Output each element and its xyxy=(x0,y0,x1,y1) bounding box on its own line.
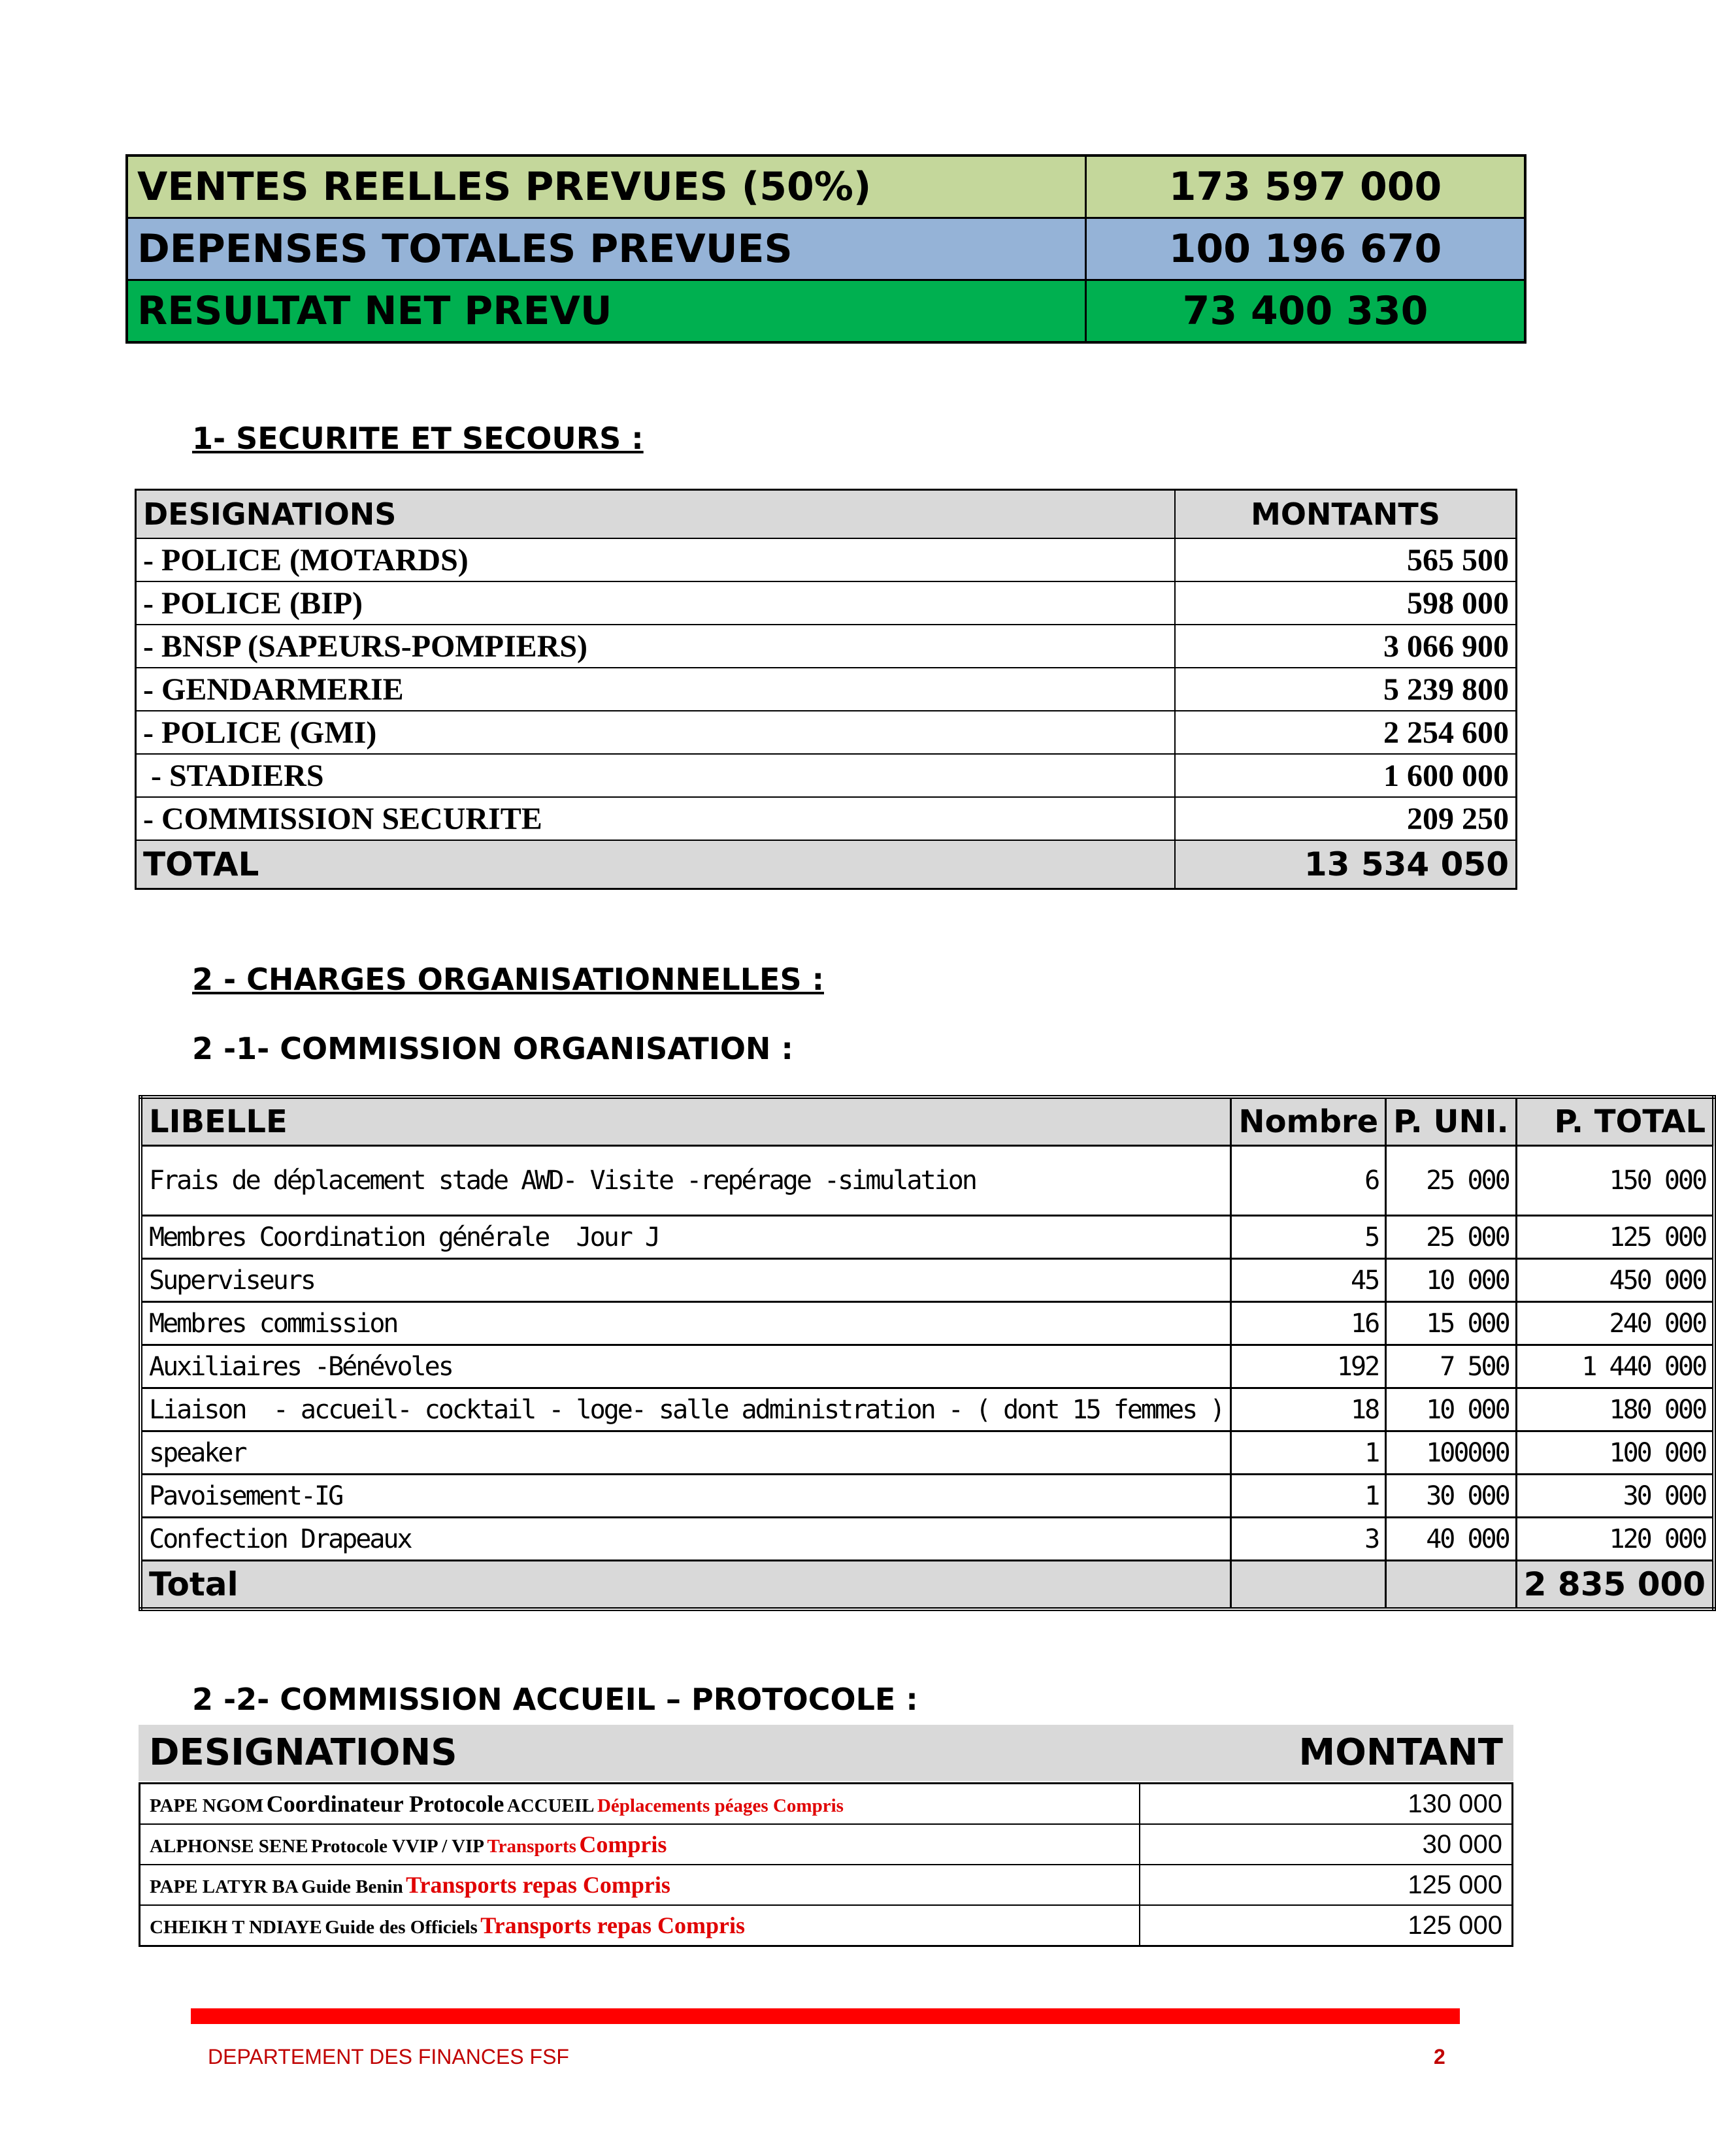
summary-row-resultat xyxy=(127,280,1525,343)
row-libelle: Superviseurs xyxy=(140,1259,1231,1302)
person-name: CHEIKH T NDIAYE xyxy=(150,1917,322,1938)
person-name: ALPHONSE SENE xyxy=(150,1836,308,1857)
section2-1-heading: 2 -1- COMMISSION ORGANISATION : xyxy=(192,1031,793,1066)
accueil-table-header xyxy=(139,1725,1513,1781)
total-row xyxy=(136,840,1517,889)
row-nombre: 45 xyxy=(1231,1259,1386,1302)
row-puni: 15 000 xyxy=(1386,1302,1517,1345)
row-amount: 598 000 xyxy=(1175,581,1517,625)
section2-heading: 2 - CHARGES ORGANISATIONNELLES : xyxy=(192,962,824,997)
summary-label: RESULTAT NET PREVU xyxy=(127,280,1086,343)
column-header-ptotal: P. TOTAL xyxy=(1516,1097,1714,1146)
row-ptotal: 125 000 xyxy=(1516,1216,1714,1259)
summary-value: 100 196 670 xyxy=(1086,218,1526,280)
column-header-puni: P. UNI. xyxy=(1386,1097,1517,1146)
section2-2-heading: 2 -2- COMMISSION ACCUEIL – PROTOCOLE : xyxy=(192,1682,918,1717)
organisation-table xyxy=(139,1095,1716,1611)
row-amount: 125 000 xyxy=(1140,1865,1513,1905)
summary-row-ventes xyxy=(127,155,1525,218)
row-amount: 2 254 600 xyxy=(1175,711,1517,754)
table-row xyxy=(140,1431,1714,1475)
table-row xyxy=(136,754,1517,797)
table-row xyxy=(140,1388,1714,1431)
row-nombre: 6 xyxy=(1231,1146,1386,1216)
row-puni: 10 000 xyxy=(1386,1388,1517,1431)
table-row xyxy=(140,1905,1513,1946)
summary-value: 173 597 000 xyxy=(1086,155,1526,218)
row-libelle: Pavoisement-IG xyxy=(140,1475,1231,1518)
row-designation xyxy=(140,1865,1140,1905)
table-row xyxy=(140,1784,1513,1825)
row-label: - BNSP (SAPEURS-POMPIERS) xyxy=(136,625,1176,668)
column-header-montants: MONTANTS xyxy=(1175,490,1517,539)
table-row xyxy=(136,668,1517,711)
summary-value: 73 400 330 xyxy=(1086,280,1526,343)
column-header-libelle: LIBELLE xyxy=(140,1097,1231,1146)
page-number: 2 xyxy=(1434,2045,1445,2068)
row-libelle: Liaison - accueil- cocktail - loge- salle administration - ( dont 15 femmes ) xyxy=(140,1388,1231,1431)
row-ptotal: 1 440 000 xyxy=(1516,1345,1714,1388)
row-amount: 130 000 xyxy=(1140,1784,1513,1825)
row-libelle: speaker xyxy=(140,1431,1231,1475)
person-name: PAPE LATYR BA xyxy=(150,1876,299,1897)
row-nombre: 5 xyxy=(1231,1216,1386,1259)
person-role: Guide Benin xyxy=(301,1876,403,1897)
row-amount: 5 239 800 xyxy=(1175,668,1517,711)
row-ptotal: 450 000 xyxy=(1516,1259,1714,1302)
row-ptotal: 100 000 xyxy=(1516,1431,1714,1475)
row-ptotal: 180 000 xyxy=(1516,1388,1714,1431)
row-puni: 25 000 xyxy=(1386,1216,1517,1259)
security-table xyxy=(135,489,1517,890)
row-nombre: 3 xyxy=(1231,1518,1386,1561)
column-header-montant: MONTANT xyxy=(1298,1731,1503,1774)
row-puni: 40 000 xyxy=(1386,1518,1517,1561)
summary-label: DEPENSES TOTALES PREVUES xyxy=(127,218,1086,280)
row-puni: 10 000 xyxy=(1386,1259,1517,1302)
row-note: Transports xyxy=(487,1836,576,1857)
row-nombre: 1 xyxy=(1231,1431,1386,1475)
row-note: Déplacements péages Compris xyxy=(597,1795,844,1816)
table-row xyxy=(140,1259,1714,1302)
row-nombre: 192 xyxy=(1231,1345,1386,1388)
row-ptotal: 30 000 xyxy=(1516,1475,1714,1518)
table-row xyxy=(140,1345,1714,1388)
row-amount: 3 066 900 xyxy=(1175,625,1517,668)
row-designation xyxy=(140,1784,1140,1825)
table-row xyxy=(136,797,1517,840)
column-header-nombre: Nombre xyxy=(1231,1097,1386,1146)
table-row xyxy=(140,1302,1714,1345)
row-libelle: Membres commission xyxy=(140,1302,1231,1345)
row-ptotal: 120 000 xyxy=(1516,1518,1714,1561)
row-puni: 30 000 xyxy=(1386,1475,1517,1518)
table-row xyxy=(140,1518,1714,1561)
summary-row-depenses xyxy=(127,218,1525,280)
table-row xyxy=(140,1475,1714,1518)
footer-divider xyxy=(191,2008,1460,2024)
summary-label: VENTES REELLES PREVUES (50%) xyxy=(127,155,1086,218)
table-header-row xyxy=(140,1097,1714,1146)
row-libelle: Frais de déplacement stade AWD- Visite -repérage -simulation xyxy=(140,1146,1231,1216)
total-amount: 2 835 000 xyxy=(1516,1561,1714,1610)
row-note: Transports repas Compris xyxy=(406,1872,670,1898)
table-row xyxy=(136,625,1517,668)
total-label: Total xyxy=(140,1561,1231,1610)
section1-heading: 1- SECURITE ET SECOURS : xyxy=(192,421,644,456)
person-role: Guide des Officiels xyxy=(325,1917,478,1938)
person-role: Coordinateur Protocole xyxy=(266,1791,504,1817)
row-designation xyxy=(140,1905,1140,1946)
row-puni: 25 000 xyxy=(1386,1146,1517,1216)
row-label: - POLICE (MOTARDS) xyxy=(136,538,1176,581)
column-header-designations: DESIGNATIONS xyxy=(149,1731,457,1774)
row-amount: 565 500 xyxy=(1175,538,1517,581)
total-empty-cell xyxy=(1231,1561,1386,1610)
table-row xyxy=(140,1216,1714,1259)
row-ptotal: 240 000 xyxy=(1516,1302,1714,1345)
table-header-row xyxy=(136,490,1517,539)
row-libelle: Auxiliaires -Bénévoles xyxy=(140,1345,1231,1388)
row-label: - POLICE (BIP) xyxy=(136,581,1176,625)
row-puni: 7 500 xyxy=(1386,1345,1517,1388)
row-ptotal: 150 000 xyxy=(1516,1146,1714,1216)
row-puni: 100000 xyxy=(1386,1431,1517,1475)
row-amount: 30 000 xyxy=(1140,1824,1513,1865)
row-label: - STADIERS xyxy=(136,754,1176,797)
row-note: Compris xyxy=(579,1831,667,1857)
row-note: Transports repas Compris xyxy=(480,1912,745,1938)
table-row xyxy=(140,1824,1513,1865)
table-row xyxy=(136,581,1517,625)
table-row xyxy=(136,538,1517,581)
row-nombre: 16 xyxy=(1231,1302,1386,1345)
summary-table xyxy=(125,154,1526,344)
table-row xyxy=(136,711,1517,754)
table-row xyxy=(140,1865,1513,1905)
row-amount: 1 600 000 xyxy=(1175,754,1517,797)
row-label: - GENDARMERIE xyxy=(136,668,1176,711)
row-libelle: Confection Drapeaux xyxy=(140,1518,1231,1561)
table-row xyxy=(140,1146,1714,1216)
row-label: - POLICE (GMI) xyxy=(136,711,1176,754)
total-label: TOTAL xyxy=(136,840,1176,889)
column-header-designations: DESIGNATIONS xyxy=(136,490,1176,539)
person-role: Protocole VVIP / VIP xyxy=(311,1836,485,1857)
total-amount: 13 534 050 xyxy=(1175,840,1517,889)
footer-department: DEPARTEMENT DES FINANCES FSF xyxy=(208,2045,569,2068)
total-row xyxy=(140,1561,1714,1610)
row-amount: 125 000 xyxy=(1140,1905,1513,1946)
row-nombre: 1 xyxy=(1231,1475,1386,1518)
person-name: PAPE NGOM xyxy=(150,1795,264,1816)
row-nombre: 18 xyxy=(1231,1388,1386,1431)
person-extra: ACCUEIL xyxy=(506,1795,595,1816)
row-designation xyxy=(140,1824,1140,1865)
total-empty-cell xyxy=(1386,1561,1517,1610)
row-libelle: Membres Coordination générale Jour J xyxy=(140,1216,1231,1259)
row-label: - COMMISSION SECURITE xyxy=(136,797,1176,840)
accueil-table xyxy=(139,1782,1513,1947)
row-amount: 209 250 xyxy=(1175,797,1517,840)
